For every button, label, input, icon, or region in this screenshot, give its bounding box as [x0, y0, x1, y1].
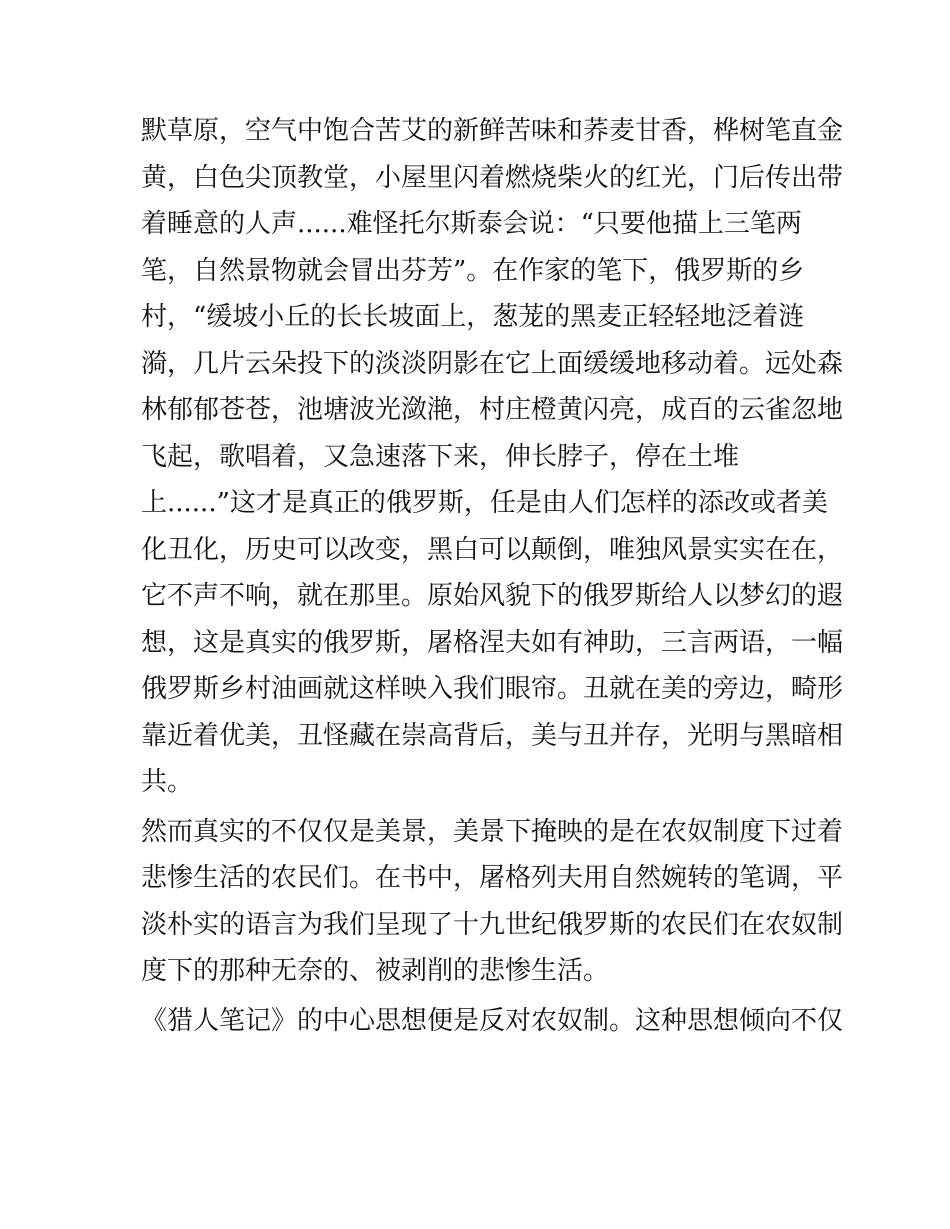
paragraph [141, 998, 844, 1045]
paragraph [141, 108, 844, 806]
text-line: 《猎人笔记》的中心思想便是反对农奴制。这种思想倾向不仅 [141, 1005, 844, 1036]
body-text [141, 108, 844, 1044]
text-line: 化丑化，历史可以改变，黑白可以颠倒，唯独风景实实在在， [141, 534, 844, 565]
text-line: 想，这是真实的俄罗斯，屠格涅夫如有神助，三言两语，一幅 [141, 627, 844, 658]
text-line: 然而真实的不仅仅是美景，美景下掩映的是在农奴制度下过着 [141, 816, 844, 847]
text-line: 默草原，空气中饱合苦艾的新鲜苦味和荞麦甘香，桦树笔直金 [141, 116, 844, 146]
text-line: 飞起，歌唱着，又急速落下来，伸长脖子，停在土堆 [141, 441, 740, 472]
text-line: 悲惨生活的农民们。在书中，屠格列夫用自然婉转的笔调，平 [141, 863, 844, 893]
text-line: 它不声不响，就在那里。原始风貌下的俄罗斯给人以梦幻的遐 [141, 581, 844, 611]
text-line: 共。 [141, 767, 194, 797]
text-line: 度下的那种无奈的、被剥削的悲惨生活。 [141, 956, 610, 986]
text-line: 林郁郁苍苍，池塘波光潋滟，村庄橙黄闪亮，成百的云雀忽地 [141, 395, 844, 425]
text-line: 村，“缓坡小丘的长长坡面上，葱茏的黑麦正轻轻地泛着涟 [141, 302, 805, 332]
text-line: 上......”这才是真正的俄罗斯，任是由人们怎样的添改或者美 [141, 488, 828, 518]
text-line: 俄罗斯乡村油画就这样映入我们眼帘。丑就在美的旁边，畸形 [141, 674, 844, 704]
text-line: 淡朴实的语言为我们呈现了十九世纪俄罗斯的农民们在农奴制 [141, 909, 844, 940]
text-line: 笔，自然景物就会冒出芬芳”。在作家的笔下，俄罗斯的乡 [141, 255, 805, 286]
paragraph [141, 809, 844, 995]
text-line: 靠近着优美，丑怪藏在崇高背后，美与丑并存，光明与黑暗相 [141, 720, 844, 751]
text-line: 着睡意的人声......难怪托尔斯泰会说：“只要他描上三笔两 [141, 209, 802, 239]
text-line: 黄，白色尖顶教堂，小屋里闪着燃烧柴火的红光，门后传出带 [141, 162, 844, 193]
text-line: 漪，几片云朵投下的淡淡阴影在它上面缓缓地移动着。远处森 [141, 348, 844, 379]
